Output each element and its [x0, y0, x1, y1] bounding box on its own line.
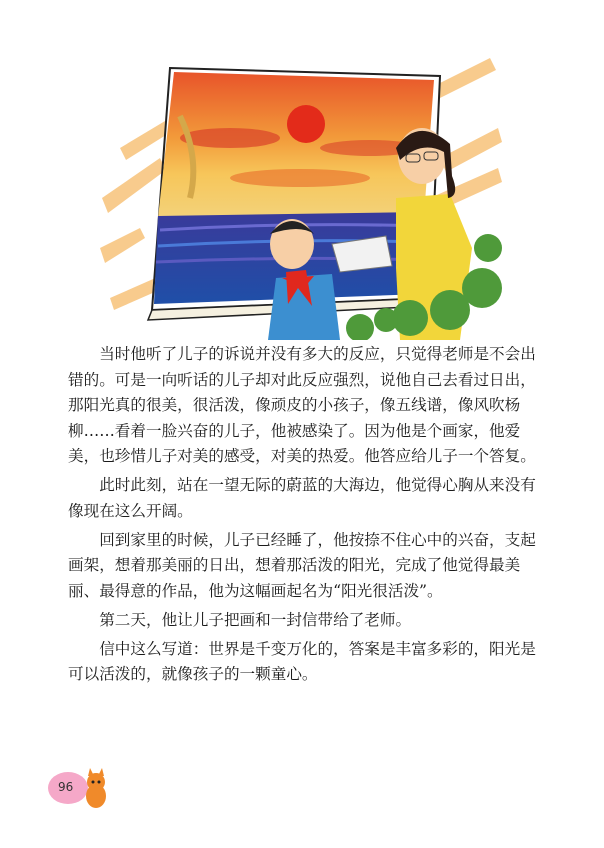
paragraph-5: 信中这么写道：世界是千变万化的，答案是丰富多彩的，阳光是可以活泼的，就像孩子的一颗童心。 — [68, 639, 536, 683]
story-illustration — [100, 48, 502, 340]
page-number: 96 — [58, 780, 74, 794]
page-number-badge — [46, 764, 114, 812]
paragraph-1: 当时他听了儿子的诉说并没有多大的反应，只觉得老师是不会出错的。可是一向听话的儿子却对此反应强烈，说他自己去看过日出，那阳光真的很美，很活泼，像顽皮的小孩子，像五线谱，像风吹杨柳……看着一脸兴奋的儿子，他被感染了。因为他是个画家，他爱美，也珍惜儿子对美的感受，对美的热爱。他答应给儿子一个答复。 — [68, 345, 536, 465]
paragraph-2: 此时此刻，站在一望无际的蔚蓝的大海边，他觉得心胸从来没有像现在这么开阔。 — [68, 476, 536, 520]
paragraph-4: 第二天，他让儿子把画和一封信带给了老师。 — [99, 610, 412, 629]
paragraph-3: 回到家里的时候，儿子已经睡了，他按捺不住心中的兴奋，支起画架，想着那美丽的日出，想着那活泼的阳光，完成了他觉得最美丽、最得意的作品，他为这幅画起名为“阳光很活泼”。 — [68, 530, 536, 600]
page-corner-decoration — [46, 764, 114, 812]
sun — [287, 105, 325, 143]
fox-mascot-icon — [86, 768, 106, 808]
story-text — [68, 342, 538, 691]
